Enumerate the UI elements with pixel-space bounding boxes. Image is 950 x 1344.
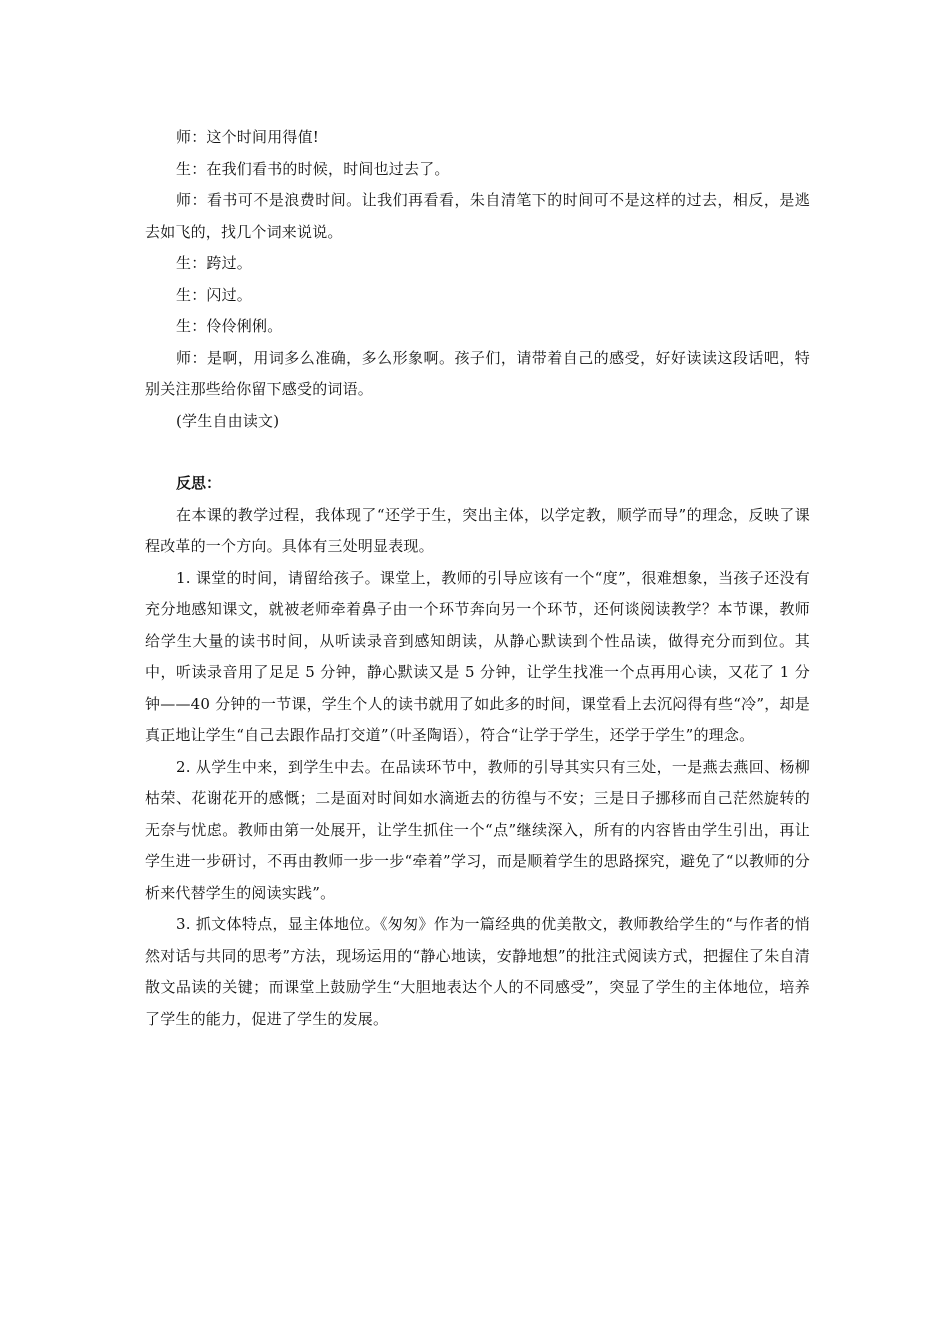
- dialogue-section: [145, 122, 810, 437]
- dialogue-line: 生：闪过。: [176, 285, 253, 304]
- reflection-heading: 反思：: [176, 474, 222, 492]
- dialogue-line: 生：在我们看书的时候，时间也过去了。: [176, 159, 450, 178]
- reflection-paragraph: 在本课的教学过程，我体现了“还学于生，突出主体，以学定教，顺学而导”的理念，反映了课程改革的一个方向。具体有三处明显表现。: [145, 505, 810, 555]
- reflection-paragraph: 2. 从学生中来，到学生中去。在品读环节中，教师的引导其实只有三处，一是燕去燕回、杨柳枯荣、花谢花开的感慨；二是面对时间如水滴逝去的彷徨与不安；三是日子挪移而自己茫然旋转的无奈与忧虑。教师由第一处展开，让学生抓住一个“点”继续深入，所有的内容皆由学生引出，再让学生进一步研讨，不再由教师一步一步“牵着”学习，而是顺着学生的思路探究，避免了“以教师的分析来代替学生的阅读实践”。: [145, 757, 810, 902]
- dialogue-line: 师：看书可不是浪费时间。让我们再看看，朱自清笔下的时间可不是这样的过去，相反，是逃去如飞的，找几个词来说说。: [145, 191, 810, 241]
- dialogue-line: 师：这个时间用得值!: [176, 128, 320, 146]
- dialogue-line: 生：伶伶俐俐。: [176, 317, 283, 335]
- reflection-paragraph: 3. 抓文体特点，显主体地位。《匆匆》作为一篇经典的优美散文，教师教给学生的“与作者的悄然对话与共同的思考”方法，现场运用的“静心地读，安静地想”的批注式阅读方式，把握住了朱自清散文品读的关键；而课堂上鼓励学生“大胆地表达个人的不同感受”，突显了学生的主体地位，培养了学生的能力，促进了学生的发展。: [145, 915, 810, 1028]
- reflection-section: [145, 468, 810, 1035]
- document-page: [145, 122, 810, 1035]
- reflection-paragraph: 1. 课堂的时间，请留给孩子。课堂上，教师的引导应该有一个“度”，很难想象，当孩子还没有充分地感知课文，就被老师牵着鼻子由一个环节奔向另一个环节，还何谈阅读教学？本节课，教师给学生大量的读书时间，从听读录音到感知朗读，从静心默读到个性品读，做得充分而到位。其中，听读录音用了足足 5 分钟，静心默读又是 5 分钟，让学生找准一个点再用心读，又花了 1 分钟——40 分钟的一节课，学生个人的读书就用了如此多的时间，课堂看上去沉闷得有些“冷”，却是真正地让学生“自己去跟作品打交道”（叶圣陶语），符合“让学于学生，还学于学生”的理念。: [145, 568, 810, 744]
- section-spacer: [145, 437, 810, 468]
- dialogue-line: 生：跨过。: [176, 254, 253, 272]
- stage-direction: (学生自由读文): [176, 411, 280, 430]
- dialogue-line: 师：是啊，用词多么准确，多么形象啊。孩子们，请带着自己的感受，好好读读这段话吧，特别关注那些给你留下感受的词语。: [145, 348, 810, 398]
